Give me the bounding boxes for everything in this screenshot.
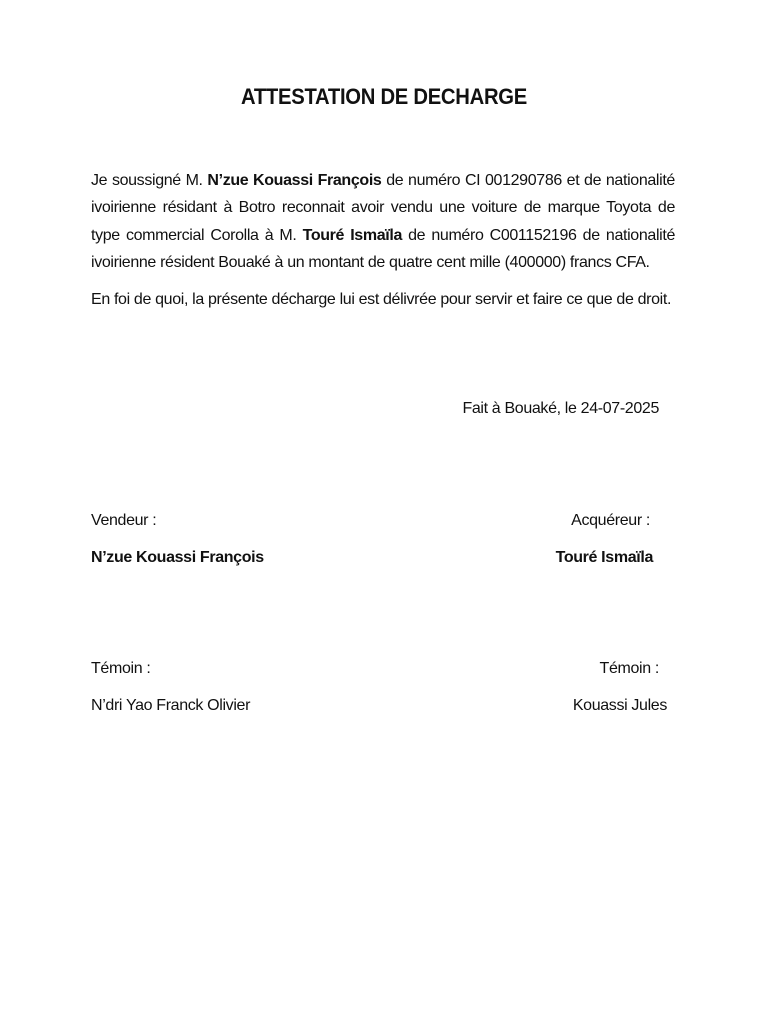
seller-name-inline: N’zue Kouassi François <box>207 172 382 189</box>
witness1-name: N’dri Yao Franck Olivier <box>91 697 251 714</box>
witness2-name: Kouassi Jules <box>572 697 667 714</box>
declaration-text-part1: Je soussigné M. <box>91 172 208 189</box>
buyer-signature-name: Touré Ismaïla <box>555 549 653 566</box>
seller-signature-name: N’zue Kouassi François <box>91 549 264 566</box>
declaration-text-part3: de numéro C001152196 de nationalité ivoirienne résident Bouaké à un montant de quatre cent mille (400000) francs CFA. <box>91 226 675 271</box>
buyer-name-inline: Touré Ismaïla <box>302 226 403 244</box>
witness2-label: Témoin : <box>599 660 659 677</box>
place-date: Fait à Bouaké, le 24-07-2025 <box>462 400 659 417</box>
declaration-paragraph <box>91 167 675 276</box>
seller-label: Vendeur : <box>91 512 157 529</box>
witness1-label: Témoin : <box>91 660 151 677</box>
buyer-label: Acquéreur : <box>571 512 650 529</box>
document-title: ATTESTATION DE DECHARGE <box>240 84 528 109</box>
closing-paragraph: En foi de quoi, la présente décharge lui est délivrée pour servir et faire ce que de droit. <box>91 291 672 308</box>
declaration-text-part2: de numéro CI 001290786 et de nationalité ivoirienne résidant à Botro reconnait avoir vendu une voiture de marque Toyota de type commercial Corolla à M. <box>91 172 675 244</box>
